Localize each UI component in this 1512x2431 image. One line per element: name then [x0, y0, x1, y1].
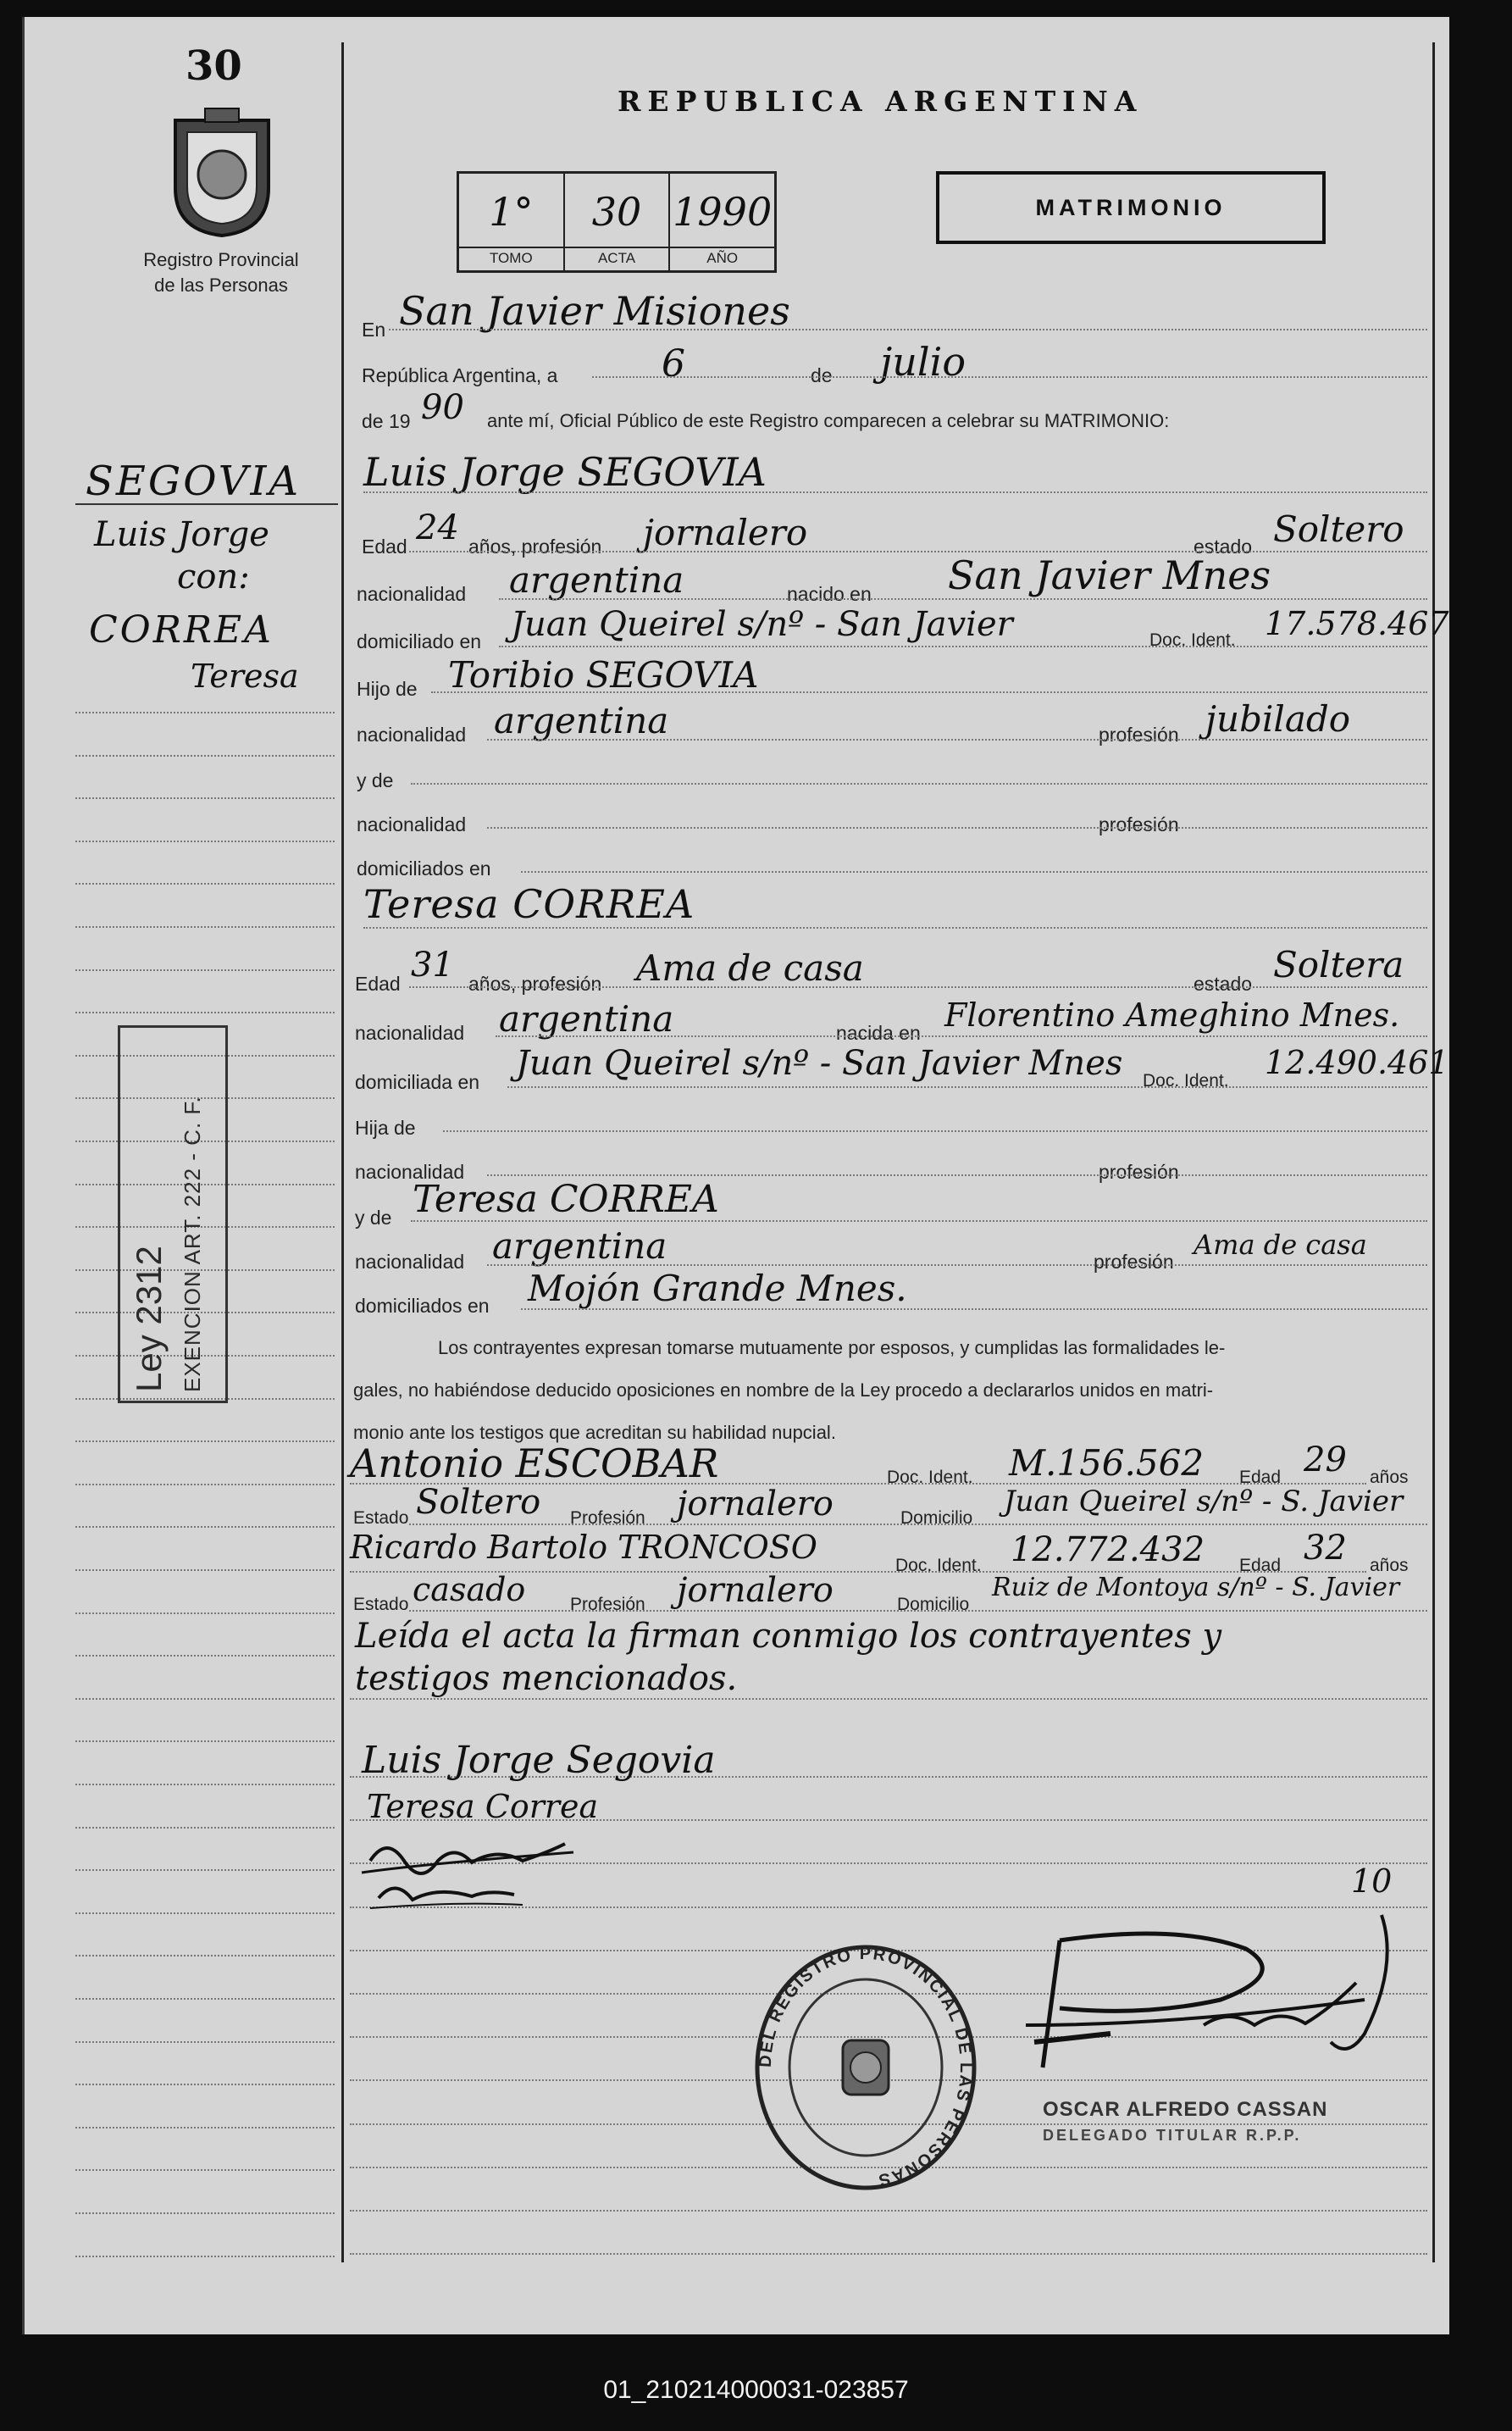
- tomo-label: TOMO: [459, 247, 563, 267]
- witness2-profesion-label: Profesión: [570, 1595, 645, 1614]
- margin-rule-line: [75, 797, 335, 799]
- witness2-estado-label: Estado: [353, 1595, 409, 1614]
- date-rule: [592, 376, 1427, 378]
- bride-name-rule: [363, 927, 1427, 929]
- year-prefix: de 19: [362, 410, 411, 432]
- margin-rule-line: [75, 2169, 335, 2171]
- registry-name: [94, 247, 348, 298]
- bride-anos-profesion-label: años, profesión: [468, 973, 602, 995]
- acta-value: 30: [591, 189, 642, 235]
- witness1-doc-label: Doc. Ident.: [887, 1468, 973, 1487]
- margin-rule-line: [75, 926, 335, 928]
- margin-husband-given: Luis Jorge: [94, 515, 269, 554]
- registry-name-line1: Registro Provincial: [143, 249, 299, 270]
- appearance-statement: ante mí, Oficial Público de este Registro comparecen a celebrar su MATRIMONIO:: [487, 410, 1170, 431]
- witness2-edad: 32: [1304, 1529, 1347, 1568]
- bride-mother-nac: argentina: [492, 1225, 667, 1267]
- bride-father-nac-label: nacionalidad: [355, 1161, 465, 1183]
- groom-nacido-label: nacido en: [787, 583, 872, 605]
- groom-father-nac: argentina: [494, 700, 669, 741]
- groom-mother-nac-rule: [487, 827, 1427, 829]
- witness1-doc: M.156.562: [1009, 1442, 1205, 1484]
- image-caption: 01_210214000031-023857: [603, 2376, 909, 2404]
- margin-conjunction: con:: [177, 558, 250, 597]
- month-field: julio: [880, 339, 966, 385]
- margin-rule-line: [75, 755, 335, 757]
- bride-mother-prof-label: profesión: [1094, 1251, 1174, 1273]
- witness1-estado-rule: [409, 1524, 1427, 1525]
- registry-seal: [751, 1940, 980, 2195]
- bride-estado: Soltera: [1273, 944, 1404, 985]
- margin-rule-line: [75, 1784, 335, 1785]
- witness2-doc-label: Doc. Ident.: [895, 1556, 982, 1575]
- groom-father-nac-rule: [487, 739, 1427, 741]
- tomo-value: 1°: [489, 189, 534, 235]
- bride-parents-domicile: Mojón Grande Mnes.: [528, 1268, 907, 1309]
- groom-hijo-label: Hijo de: [357, 678, 418, 700]
- groom-nacionalidad-label: nacionalidad: [357, 583, 467, 605]
- margin-wife-surname: CORREA: [89, 608, 274, 652]
- body-rule-line: [350, 2210, 1427, 2212]
- bride-dom-rule: [507, 1086, 1427, 1088]
- bride-estado-label: estado: [1194, 973, 1253, 995]
- groom-mother-rule: [411, 783, 1427, 785]
- bride-nacionalidad-label: nacionalidad: [355, 1022, 465, 1044]
- groom-signature: Luis Jorge Segovia: [362, 1739, 716, 1782]
- witness1-profesion-label: Profesión: [570, 1508, 645, 1528]
- groom-estado: Soltero: [1273, 508, 1404, 550]
- margin-rule-line: [75, 1569, 335, 1571]
- witness1-estado: Soltero: [416, 1483, 541, 1522]
- bride-parents-dom-rule: [521, 1308, 1427, 1310]
- bride-mother-rule: [411, 1220, 1427, 1222]
- groom-profesion: jornalero: [643, 512, 808, 553]
- margin-rule-line: [75, 1955, 335, 1956]
- groom-mother-prof-label: profesión: [1099, 813, 1179, 835]
- record-page: [22, 17, 1449, 2334]
- bride-father-prof-label: profesión: [1099, 1161, 1179, 1183]
- groom-father-rule: [431, 691, 1427, 693]
- groom-edad-rule: [409, 551, 1427, 552]
- witness1-estado-label: Estado: [353, 1508, 409, 1528]
- bride-domicilio-label: domiciliada en: [355, 1071, 480, 1093]
- bride-mother-nac-rule: [487, 1264, 1427, 1266]
- witness2-profesion: jornalero: [677, 1571, 834, 1610]
- law-exemption-stamp: [118, 1025, 228, 1403]
- bride-name: Teresa CORREA: [363, 881, 695, 927]
- witness2-estado: casado: [413, 1571, 526, 1608]
- groom-edad: 24: [416, 508, 459, 547]
- right-page-border: [1432, 42, 1435, 2262]
- margin-rule-line: [75, 2041, 335, 2043]
- official-stamp-name: OSCAR ALFREDO CASSAN: [1043, 2098, 1328, 2121]
- bride-mother: Teresa CORREA: [413, 1178, 719, 1221]
- margin-rule-line: [75, 969, 335, 971]
- official-signature-scribble-icon: [1009, 1898, 1432, 2084]
- anio-cell: [670, 174, 774, 270]
- witness1-domicilio-label: Domicilio: [900, 1508, 973, 1528]
- witness1-anos-label: años: [1370, 1468, 1409, 1487]
- bride-nacida: Florentino Ameghino Mnes.: [944, 996, 1400, 1034]
- groom-dom-rule: [499, 646, 1427, 647]
- seal-text: DEL REGISTRO PROVINCIAL DE LAS PERSONAS: [756, 1944, 976, 2190]
- margin-rule-line: [75, 1740, 335, 1742]
- margin-rule-line: [75, 841, 335, 842]
- registry-name-line2: de las Personas: [154, 275, 288, 296]
- margin-rule-line: [75, 1698, 335, 1700]
- groom-domicilio-label: domiciliado en: [357, 630, 482, 652]
- day-field: 6: [662, 342, 685, 386]
- bride-nacionalidad: argentina: [499, 998, 674, 1040]
- witness-signature-scribble-icon: [353, 1827, 590, 1920]
- official-folio-number: 10: [1351, 1862, 1393, 1900]
- groom-father-nac-label: nacionalidad: [357, 724, 467, 746]
- groom-name-rule: [363, 491, 1427, 493]
- bride-doc-label: Doc. Ident.: [1143, 1071, 1229, 1091]
- witness2-edad-label: Edad: [1239, 1556, 1282, 1575]
- groom-y-de-label: y de: [357, 769, 394, 791]
- witness1-name: Antonio ESCOBAR: [350, 1440, 719, 1486]
- closing-line1: Leída el acta la firman conmigo los contrayentes y: [355, 1617, 1222, 1656]
- republica-label: República Argentina, a: [362, 364, 558, 386]
- margin-rule-line: [75, 1012, 335, 1013]
- declaration-line1: Los contrayentes expresan tomarse mutuamente por esposos, y cumplidas las formalidades le-: [438, 1337, 1226, 1358]
- declaration-line3: monio ante los testigos que acreditan su habilidad nupcial.: [353, 1422, 836, 1443]
- witness2-name: Ricardo Bartolo TRONCOSO: [350, 1529, 817, 1566]
- bride-nac-rule: [496, 1035, 1427, 1037]
- bride-profesion: Ama de casa: [636, 947, 864, 989]
- margin-rule-line: [75, 883, 335, 885]
- groom-name: Luis Jorge SEGOVIA: [363, 449, 767, 495]
- bride-domicilio: Juan Queirel s/nº - San Javier Mnes: [516, 1044, 1123, 1083]
- body-rule-line: [350, 2253, 1427, 2255]
- witness2-estado-rule: [409, 1610, 1427, 1612]
- groom-father: Toribio SEGOVIA: [448, 654, 759, 696]
- groom-nacionalidad: argentina: [509, 559, 684, 601]
- bride-edad-rule: [409, 986, 1427, 988]
- witness1-profesion: jornalero: [677, 1485, 834, 1524]
- place-rule: [389, 329, 1427, 330]
- left-column-divider: [341, 42, 344, 2262]
- groom-domicilio: Juan Queirel s/nº - San Javier: [511, 605, 1013, 644]
- anio-value: 1990: [673, 189, 773, 235]
- bride-y-de-label: y de: [355, 1207, 392, 1229]
- declaration-line2: gales, no habiéndose deducido oposiciones en nombre de la Ley procedo a declararlos unidos en matri-: [353, 1379, 1214, 1401]
- margin-rule-line: [75, 2127, 335, 2129]
- bride-nacida-label: nacida en: [836, 1022, 921, 1044]
- bride-edad: 31: [411, 946, 454, 985]
- groom-edad-label: Edad: [362, 536, 407, 558]
- margin-rule-line: [75, 1869, 335, 1871]
- groom-father-prof-label: profesión: [1099, 724, 1179, 746]
- margin-rule-line: [75, 1440, 335, 1442]
- tomo-cell: [459, 174, 565, 270]
- act-type-box: MATRIMONIO: [936, 171, 1326, 244]
- book-reference: [457, 171, 777, 273]
- groom-mother-nac-label: nacionalidad: [357, 813, 467, 835]
- margin-rule-line: [75, 2084, 335, 2085]
- groom-domiciliados-label: domiciliados en: [357, 858, 491, 880]
- groom-anos-profesion-label: años, profesión: [468, 536, 602, 558]
- groom-father-prof: jubilado: [1205, 698, 1351, 740]
- closing-line2: testigos mencionados.: [355, 1659, 738, 1698]
- margin-rule-line: [75, 1998, 335, 2000]
- witness1-domicilio: Juan Queirel s/nº - S. Javier: [1004, 1485, 1404, 1518]
- bride-doc: 12.490.461: [1265, 1044, 1449, 1081]
- groom-parents-dom-rule: [521, 871, 1427, 873]
- margin-wife-given: Teresa: [191, 658, 299, 695]
- witness1-edad: 29: [1304, 1440, 1347, 1479]
- margin-rule-line: [75, 712, 335, 713]
- bride-signature: Teresa Correa: [367, 1788, 599, 1825]
- groom-doc: 17.578.467: [1265, 605, 1449, 642]
- groom-doc-label: Doc. Ident.: [1149, 630, 1236, 650]
- bride-hija-label: Hija de: [355, 1117, 416, 1139]
- acta-label: ACTA: [565, 247, 669, 267]
- groom-nacido: San Javier Mnes: [948, 552, 1271, 598]
- margin-husband-surname: SEGOVIA: [86, 458, 302, 505]
- margin-rule-line: [75, 1655, 335, 1657]
- bride-domiciliados-label: domiciliados en: [355, 1295, 490, 1317]
- month-de-label: de: [811, 364, 833, 386]
- law-stamp-line1: Ley 2312: [129, 1246, 169, 1392]
- official-stamp-title: DELEGADO TITULAR R.P.P.: [1043, 2127, 1302, 2144]
- margin-rule-line: [75, 1612, 335, 1614]
- bride-edad-label: Edad: [355, 973, 401, 995]
- witness2-doc: 12.772.432: [1011, 1530, 1205, 1569]
- margin-rule-line: [75, 1526, 335, 1528]
- bride-mother-prof: Ama de casa: [1194, 1229, 1367, 1261]
- groom-nac-rule: [499, 598, 1427, 600]
- witness2-domicilio: Ruiz de Montoya s/nº - S. Javier: [992, 1573, 1400, 1602]
- law-stamp-line2: EXENCION ART. 222 - C. F.: [180, 1096, 205, 1392]
- margin-rule-line: [75, 1912, 335, 1914]
- bride-father-rule: [443, 1130, 1427, 1132]
- acta-cell: [565, 174, 671, 270]
- closing-rule: [350, 1698, 1427, 1700]
- groom-estado-label: estado: [1194, 536, 1253, 558]
- margin-rule-line: [75, 1484, 335, 1485]
- country-title: REPUBLICA ARGENTINA: [618, 85, 1144, 118]
- bride-father-nac-rule: [487, 1174, 1427, 1176]
- year-suffix: 90: [421, 388, 464, 427]
- margin-rule-line: [75, 2256, 335, 2257]
- anio-label: AÑO: [670, 247, 774, 267]
- bride-mother-nac-label: nacionalidad: [355, 1251, 465, 1273]
- page-number: 30: [186, 42, 242, 90]
- en-label: En: [362, 319, 386, 341]
- witness2-anos-label: años: [1370, 1556, 1409, 1575]
- witness2-domicilio-label: Domicilio: [897, 1595, 970, 1614]
- registry-emblem-icon: [167, 103, 277, 239]
- witness1-edad-label: Edad: [1239, 1468, 1282, 1487]
- place-field: San Javier Misiones: [399, 288, 790, 334]
- margin-rule-line: [75, 1827, 335, 1829]
- caption-bar: [0, 2364, 1512, 2431]
- margin-underline: [75, 503, 338, 505]
- margin-rule-line: [75, 2212, 335, 2214]
